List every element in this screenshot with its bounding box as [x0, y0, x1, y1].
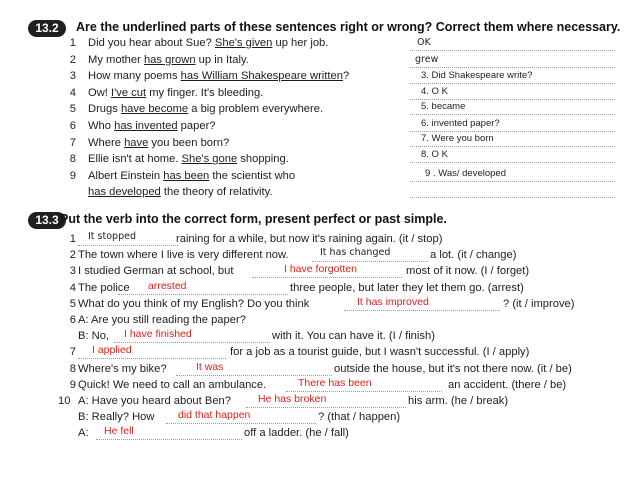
sentence-pre: My mother [88, 53, 144, 66]
sentence-number: 3 [69, 70, 76, 83]
underlined-part: has invented [114, 120, 178, 132]
sentence-text [88, 70, 349, 82]
filled-answer: It has improved [357, 295, 429, 308]
underlined-part: has been [163, 169, 210, 182]
answer-gap[interactable] [96, 439, 242, 440]
answer-text: grew [415, 54, 439, 65]
answer-text: 8. O K [421, 149, 448, 160]
sentence-number: 5 [69, 103, 76, 116]
answer-text: 9 . Was/ developed [425, 168, 506, 179]
filled-answer: It has changed [320, 247, 391, 259]
filled-answer: I have forgotten [284, 263, 357, 276]
answer-gap[interactable] [246, 407, 406, 408]
answer-line[interactable] [410, 114, 615, 115]
sentence-number: 6 [69, 120, 76, 132]
exercise-row-number: 2 [69, 249, 76, 262]
sentence-pre: Ellie isn't at home. [88, 153, 182, 166]
exercise-row-number: 6 [69, 314, 76, 326]
exercise-row-number: 4 [69, 281, 76, 294]
sentence-post: my finger. It's bleeding. [146, 86, 264, 99]
sentence-text [88, 170, 295, 182]
exercise-row-text: I studied German at school, but [78, 265, 234, 278]
answer-text: 5. became [421, 101, 466, 112]
sentence-number: 8 [69, 153, 76, 166]
exercise-13-3-title: Put the verb into the correct form, present perfect or past simple. [60, 212, 447, 226]
exercise-row-text: B: No, [78, 330, 110, 343]
exercise-row-text-after: three people, but later they let them go. (arrest) [290, 281, 524, 294]
answer-line[interactable] [410, 197, 615, 198]
exercise-row-number: 9 [69, 378, 76, 391]
underlined-part: I've cut [111, 86, 147, 99]
answer-line[interactable] [410, 131, 615, 132]
exercise-row-text-after: ? (it / improve) [503, 297, 575, 310]
filled-answer: It was [196, 360, 224, 373]
answer-text: 3. Did Shakespeare write? [421, 70, 533, 81]
sentence-number: 9 [69, 169, 76, 182]
exercise-13-2-title: Are the underlined parts of these sentences right or wrong? Correct them where necessary. [76, 20, 621, 34]
sentence-pre: Albert Einstein [88, 169, 164, 182]
filled-answer: There has been [298, 376, 372, 389]
exercise-row-text-after: a lot. (it / change) [430, 249, 517, 262]
sentence-number: 4 [69, 86, 76, 99]
answer-gap[interactable] [252, 277, 402, 278]
exercise-row-text-after: with it. You can have it. (I / finish) [272, 330, 435, 343]
answer-text: 7. Were you born [421, 133, 494, 144]
answer-gap[interactable] [344, 310, 500, 311]
answer-gap[interactable] [114, 342, 270, 343]
sentence-text [88, 103, 323, 115]
underlined-part: She's gone [181, 153, 238, 166]
answer-line[interactable] [410, 181, 615, 182]
exercise-row-text: Where's my bike? [78, 362, 167, 375]
exercise-row-number: 8 [69, 362, 76, 375]
exercise-row-text: A: Are you still reading the paper? [78, 314, 246, 326]
sentence-post: the theory of relativity. [160, 186, 273, 199]
underlined-part: have become [120, 103, 189, 116]
exercise-row-number: 5 [69, 297, 76, 310]
exercise-row-text: A: Have you heard about Ben? [78, 395, 232, 407]
answer-gap[interactable] [176, 375, 332, 376]
sentence-number: 2 [69, 53, 76, 66]
filled-answer: He has broken [258, 393, 327, 405]
sentence-text [88, 153, 289, 165]
exercise-row-text-after: ? (that / happen) [318, 411, 401, 424]
answer-gap[interactable] [286, 391, 442, 392]
sentence-text [88, 137, 229, 149]
answer-line[interactable] [410, 67, 615, 68]
answer-gap[interactable] [118, 294, 288, 295]
sentence-post: a big problem everywhere. [188, 103, 324, 116]
exercise-row-text-after: off a ladder. (he / fall) [244, 427, 349, 440]
sentence-pre: Who [88, 120, 115, 132]
exercise-badge-13-2: 13.2 [28, 20, 66, 37]
underlined-part: has William Shakespeare written [180, 70, 343, 83]
filled-answer: He fell [104, 425, 134, 438]
answer-text: 6. invented paper? [421, 118, 500, 129]
answer-gap[interactable] [78, 245, 178, 246]
sentence-post: up in Italy. [195, 53, 249, 66]
answer-line[interactable] [410, 83, 615, 84]
exercise-row-text: Quick! We need to call an ambulance. [78, 378, 267, 391]
answer-line[interactable] [410, 162, 615, 163]
underlined-part: She's given [214, 37, 273, 49]
underlined-part: has developed [88, 186, 161, 199]
sentence-pre: Drugs [88, 103, 121, 116]
sentence-post: you been born? [148, 136, 230, 149]
exercise-row-number: 1 [69, 233, 76, 245]
answer-gap[interactable] [312, 261, 428, 262]
sentence-post: the scientist who [209, 169, 296, 182]
exercise-row-number: 7 [69, 346, 76, 359]
exercise-row-text-after: his arm. (he / break) [408, 395, 509, 407]
exercise-row-text: What do you think of my English? Do you think [78, 297, 310, 310]
sentence-pre: Where [88, 136, 125, 149]
sentence-pre: Did you hear about Sue? [88, 37, 215, 49]
answer-gap[interactable] [78, 358, 226, 359]
sentence-post: shopping. [237, 153, 289, 166]
answer-gap[interactable] [166, 423, 316, 424]
exercise-row-text-after: for a job as a tourist guide, but I wasn't successful. (I / apply) [230, 346, 530, 359]
exercise-badge-13-3: 13.3 [28, 212, 66, 229]
sentence-post: ? [342, 70, 350, 83]
exercise-row-text-after: raining for a while, but now it's raining again. (it / stop) [176, 233, 443, 245]
exercise-row-number: 3 [69, 265, 76, 278]
filled-answer: arrested [148, 279, 187, 292]
exercise-row-text: B: Really? How [78, 411, 155, 424]
exercise-row-text-after: an accident. (there / be) [448, 378, 567, 391]
filled-answer: did that happen [178, 409, 251, 422]
answer-line[interactable] [410, 146, 615, 147]
sentence-post: paper? [177, 120, 216, 132]
sentence-post: up her job. [272, 37, 329, 49]
sentence-text [88, 186, 273, 198]
underlined-part: have [124, 136, 149, 149]
sentence-pre: Ow! [88, 86, 111, 99]
sentence-text [88, 87, 263, 99]
exercise-row-text: A: [78, 427, 89, 440]
exercise-row-text-after: most of it now. (I / forget) [406, 265, 530, 278]
sentence-text [88, 37, 328, 49]
answer-text: 4. O K [421, 86, 448, 97]
exercise-row-number: 10 [58, 395, 71, 407]
answer-line[interactable] [410, 99, 615, 100]
answer-text: OK [417, 37, 431, 48]
sentence-pre: How many poems [88, 70, 181, 83]
filled-answer: I have finished [124, 328, 192, 341]
sentence-text [88, 54, 249, 66]
filled-answer: It stopped [88, 231, 136, 242]
sentence-number: 7 [69, 136, 76, 149]
exercise-row-text-after: outside the house, but it's not there now. (it / be) [334, 362, 572, 375]
answer-line[interactable] [410, 50, 615, 51]
sentence-number: 1 [69, 37, 76, 49]
sentence-text [88, 120, 216, 132]
filled-answer: I applied [92, 344, 132, 357]
exercise-row-text: The town where I live is very different now. [78, 249, 289, 262]
exercise-row-text: The police [78, 281, 130, 294]
underlined-part: has grown [143, 53, 196, 66]
